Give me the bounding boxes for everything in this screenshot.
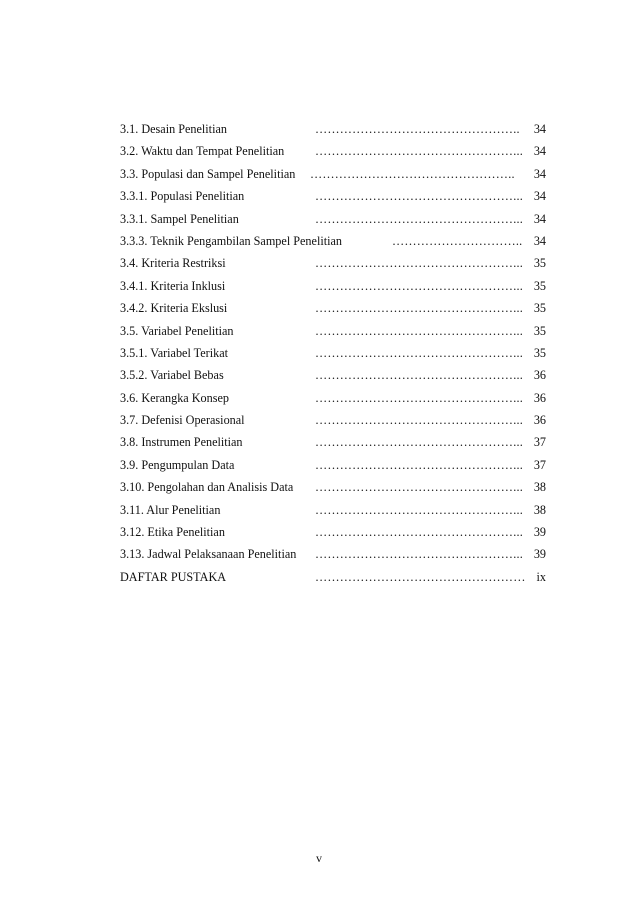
toc-entry-label: 3.5. Variabel Penelitian xyxy=(120,323,234,338)
toc-entry-label: 3.3. Populasi dan Sampel Penelitian xyxy=(120,166,296,181)
toc-leader-dots: ………………………….. xyxy=(392,233,523,248)
toc-entry-page: 36 xyxy=(533,390,546,405)
toc-entry xyxy=(120,479,550,501)
toc-leader-dots: …………………………………………... xyxy=(315,390,523,405)
toc-entry xyxy=(120,390,550,412)
toc-entry xyxy=(120,524,550,546)
table-of-contents xyxy=(120,121,550,591)
toc-entry-page: 36 xyxy=(533,368,546,383)
toc-entry-page: 34 xyxy=(533,233,546,248)
toc-entry xyxy=(120,211,550,233)
toc-entry-page: 37 xyxy=(533,457,546,472)
toc-entry xyxy=(120,412,550,434)
toc-entry-page: 34 xyxy=(533,144,546,159)
toc-entry xyxy=(120,121,550,143)
toc-leader-dots: …………………………………………... xyxy=(315,525,523,540)
toc-entry xyxy=(120,233,550,255)
toc-entry-label: 3.3.1. Populasi Penelitian xyxy=(120,189,245,204)
toc-entry xyxy=(120,434,550,456)
toc-leader-dots: …………………………………………... xyxy=(315,368,523,383)
toc-entry-label: 3.4.1. Kriteria Inklusi xyxy=(120,278,226,293)
toc-entry-label: 3.4. Kriteria Restriksi xyxy=(120,256,226,271)
toc-entry xyxy=(120,569,550,591)
toc-entry-page: 35 xyxy=(533,323,546,338)
toc-leader-dots: …………………………………………... xyxy=(315,301,523,316)
toc-entry xyxy=(120,255,550,277)
toc-entry-label: 3.3.3. Teknik Pengambilan Sampel Penelitian xyxy=(120,233,342,248)
toc-leader-dots: …………………………………………... xyxy=(315,457,523,472)
toc-leader-dots: …………………………………………... xyxy=(315,189,523,204)
toc-entry xyxy=(120,323,550,345)
toc-leader-dots: …………………………………………... xyxy=(315,547,523,562)
toc-entry-label: 3.8. Instrumen Penelitian xyxy=(120,435,243,450)
toc-leader-dots: …………………………………………... xyxy=(315,435,523,450)
toc-entry-page: ix xyxy=(536,569,546,584)
toc-entry-page: 36 xyxy=(533,413,546,428)
toc-entry xyxy=(120,345,550,367)
toc-leader-dots: …………………………………………... xyxy=(315,144,523,159)
toc-entry-page: 39 xyxy=(533,525,546,540)
toc-leader-dots: …………………………………………... xyxy=(315,413,523,428)
toc-leader-dots: ………………………………………….. xyxy=(315,122,520,136)
toc-entry xyxy=(120,278,550,300)
toc-entry-label: 3.3.1. Sampel Penelitian xyxy=(120,211,239,226)
toc-entry-label: 3.2. Waktu dan Tempat Penelitian xyxy=(120,144,285,159)
toc-entry-page: 38 xyxy=(533,480,546,495)
toc-entry-page: 35 xyxy=(533,278,546,293)
toc-entry xyxy=(120,143,550,165)
toc-entry xyxy=(120,546,550,568)
toc-entry-label: 3.9. Pengumpulan Data xyxy=(120,457,235,472)
toc-leader-dots: …………………………………………... xyxy=(315,502,523,517)
toc-entry-label: 3.10. Pengolahan dan Analisis Data xyxy=(120,480,294,495)
toc-entry-page: 35 xyxy=(533,345,546,360)
toc-entry-label: 3.13. Jadwal Pelaksanaan Penelitian xyxy=(120,547,297,562)
toc-entry-label: 3.6. Kerangka Konsep xyxy=(120,390,229,405)
toc-entry-page: 37 xyxy=(533,435,546,450)
toc-entry-page: 34 xyxy=(533,122,546,136)
toc-entry-label: 3.5.1. Variabel Terikat xyxy=(120,345,229,360)
toc-entry-label: DAFTAR PUSTAKA xyxy=(120,569,227,584)
toc-leader-dots: …………………………………………... xyxy=(315,278,523,293)
toc-entry xyxy=(120,300,550,322)
page-number: v xyxy=(316,851,322,865)
toc-leader-dots: …………………………………………... xyxy=(315,256,523,271)
toc-leader-dots: …………………………………………... xyxy=(315,211,523,226)
toc-entry xyxy=(120,188,550,210)
toc-entry xyxy=(120,166,550,188)
toc-entry-page: 39 xyxy=(533,547,546,562)
toc-entry-label: 3.5.2. Variabel Bebas xyxy=(120,368,224,383)
toc-entry-label: 3.7. Defenisi Operasional xyxy=(120,413,245,428)
toc-entry xyxy=(120,367,550,389)
toc-leader-dots: …………………………………………... xyxy=(315,345,523,360)
toc-entry-page: 38 xyxy=(533,502,546,517)
toc-entry-page: 34 xyxy=(533,189,546,204)
toc-entry-label: 3.12. Etika Penelitian xyxy=(120,525,225,540)
toc-leader-dots: …………………………………………... xyxy=(315,323,523,338)
toc-entry-page: 34 xyxy=(533,211,546,226)
toc-entry xyxy=(120,502,550,524)
toc-leader-dots: …………………………………………… xyxy=(315,569,526,584)
toc-entry xyxy=(120,457,550,479)
toc-entry-label: 3.1. Desain Penelitian xyxy=(120,122,227,136)
toc-entry-label: 3.4.2. Kriteria Ekslusi xyxy=(120,301,228,316)
toc-entry-page: 34 xyxy=(533,166,546,181)
toc-entry-page: 35 xyxy=(533,256,546,271)
toc-leader-dots: …………………………………………... xyxy=(315,480,523,495)
toc-entry-page: 35 xyxy=(533,301,546,316)
toc-entry-label: 3.11. Alur Penelitian xyxy=(120,502,221,517)
toc-leader-dots: ………………………………………….. xyxy=(310,166,515,181)
